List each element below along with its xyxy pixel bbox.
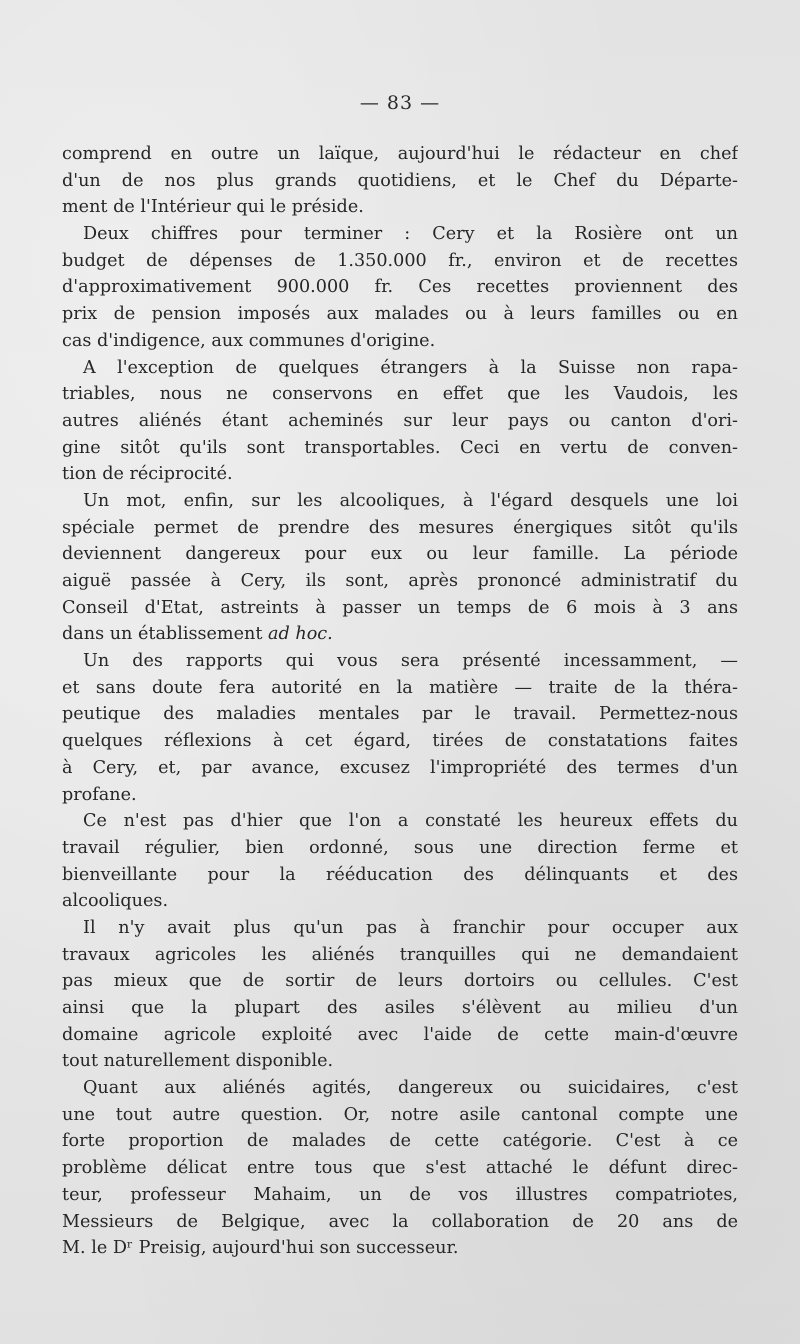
text-line-content: A l'exception de quelques étrangers à la Suisse non rapa- (83, 357, 738, 378)
text-line (62, 1182, 738, 1209)
text-line (62, 381, 738, 408)
text-line-content: aiguë passée à Cery, ils sont, après prononcé administratif du (62, 571, 738, 591)
text-line (62, 808, 738, 835)
text-line (62, 888, 738, 915)
text-line (62, 274, 738, 301)
text-line-content: ainsi que la plupart des asiles s'élèvent au milieu d'un (62, 998, 738, 1018)
text-line (62, 1075, 738, 1102)
text-line-content: dans un établissement (62, 624, 269, 645)
text-line-content: deviennent dangereux pour eux ou leur famille. La période (62, 544, 738, 565)
text-line (62, 1022, 738, 1049)
text-line-content: tout naturellement disponible. (62, 1051, 334, 1072)
text-line (62, 1102, 738, 1129)
text-line (62, 1128, 738, 1155)
text-line (62, 408, 738, 435)
text-line-content: d'un de nos plus grands quotidiens, et le Chef du Départe- (62, 170, 738, 191)
body-text (62, 141, 738, 1262)
text-line (62, 515, 738, 542)
text-line-content: peutique des maladies mentales par le travail. Permettez-nous (62, 704, 738, 725)
text-line (62, 995, 738, 1022)
text-line-content: spéciale permet de prendre des mesures énergiques sitôt qu'ils (62, 517, 738, 538)
text-line-content: autres aliénés étant acheminés sur leur pays ou canton d'ori- (62, 410, 738, 431)
text-line (62, 1209, 738, 1236)
text-line (62, 968, 738, 995)
text-line (62, 755, 738, 782)
text-line-content: prix de pension imposés aux malades ou à leurs familles ou en (62, 304, 738, 325)
text-line (62, 168, 738, 195)
text-line (62, 1155, 738, 1182)
text-line (62, 1048, 738, 1075)
text-line (62, 942, 738, 969)
text-line-content: ment de l'Intérieur qui le préside. (62, 197, 364, 218)
text-line (62, 221, 738, 248)
text-line-content: forte proportion de malades de cette catégorie. C'est à ce (62, 1131, 738, 1152)
text-line-content: M. le Dʳ Preisig, aujourd'hui son successeur. (62, 1238, 459, 1259)
text-line (62, 621, 738, 648)
text-line-content: profane. (62, 784, 137, 805)
text-line-content: et sans doute fera autorité en la matière — traite de la théra- (62, 677, 738, 698)
text-line (62, 541, 738, 568)
text-line-content: Messieurs de Belgique, avec la collaboration de 20 ans de (62, 1211, 738, 1232)
text-line (62, 728, 738, 755)
text-line (62, 301, 738, 328)
text-line (62, 835, 738, 862)
text-line-content: Ce n'est pas d'hier que l'on a constaté les heureux effets du (83, 811, 738, 832)
text-line (62, 782, 738, 809)
text-line-content: budget de dépenses de 1.350.000 fr., environ et de recettes (62, 250, 738, 271)
text-line (62, 194, 738, 221)
text-line (62, 595, 738, 622)
text-line (62, 1235, 738, 1262)
text-line-content: Un des rapports qui vous sera présenté incessamment, — (83, 651, 738, 672)
text-line-content: triables, nous ne conservons en effet que les Vaudois, les (62, 384, 738, 405)
text-line-content: tion de réciprocité. (62, 464, 233, 485)
text-line-content: domaine agricole exploité avec l'aide de cette main-d'œuvre (62, 1024, 738, 1045)
text-line (62, 435, 738, 462)
text-line-content: comprend en outre un laïque, aujourd'hui le rédacteur en chef (62, 144, 738, 164)
text-line-content: à Cery, et, par avance, excusez l'impropriété des termes d'un (62, 757, 738, 778)
text-line-content: teur, professeur Mahaim, un de vos illustres compatriotes, (62, 1184, 738, 1205)
text-line (62, 675, 738, 702)
text-line-content: Deux chiffres pour terminer : Cery et la Rosière ont un (83, 224, 738, 245)
text-line-content: alcooliques. (62, 891, 169, 912)
page-number: — 83 — (359, 92, 441, 114)
text-line-content: bienveillante pour la rééducation des délinquants et des (62, 864, 738, 885)
text-line-content: Quant aux aliénés agités, dangereux ou suicidaires, c'est (83, 1078, 738, 1099)
text-line (62, 862, 738, 889)
text-line (62, 488, 738, 515)
text-line (62, 248, 738, 275)
text-line-content: problème délicat entre tous que s'est attaché le défunt direc- (62, 1158, 738, 1179)
text-line-content: travaux agricoles les aliénés tranquilles qui ne demandaient (62, 944, 738, 965)
text-line (62, 141, 738, 168)
text-line (62, 568, 738, 595)
text-line-content: Un mot, enfin, sur les alcooliques, à l'égard desquels une loi (83, 490, 738, 511)
text-line-content: une tout autre question. Or, notre asile cantonal compte une (62, 1104, 738, 1125)
text-line (62, 328, 738, 355)
text-line-content: Conseil d'Etat, astreints à passer un temps de 6 mois à 3 ans (62, 597, 738, 618)
text-line-content: Il n'y avait plus qu'un pas à franchir pour occuper aux (83, 917, 738, 938)
italic-phrase: ad hoc. (268, 624, 333, 645)
text-line-content: cas d'indigence, aux communes d'origine. (62, 330, 436, 351)
text-line-content: travail régulier, bien ordonné, sous une direction ferme et (62, 837, 738, 858)
text-line (62, 701, 738, 728)
text-line (62, 648, 738, 675)
text-line-content: pas mieux que de sortir de leurs dortoirs ou cellules. C'est (62, 971, 738, 992)
text-line-content: gine sitôt qu'ils sont transportables. Ceci en vertu de conven- (62, 437, 738, 458)
text-line-content: d'approximativement 900.000 fr. Ces recettes proviennent des (62, 277, 738, 298)
text-line-content: quelques réflexions à cet égard, tirées de constatations faites (62, 731, 738, 752)
text-line (62, 915, 738, 942)
text-line (62, 355, 738, 382)
text-line (62, 461, 738, 488)
